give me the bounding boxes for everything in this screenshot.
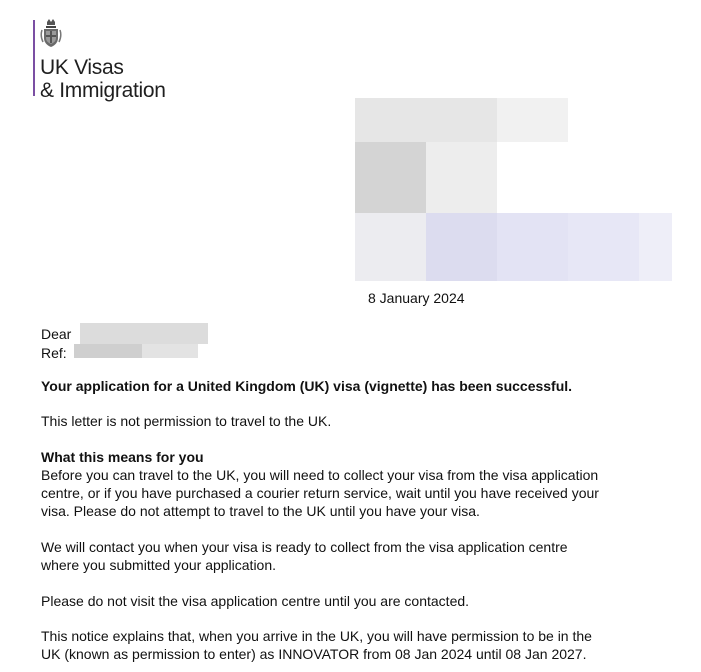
success-headline: Your application for a United Kingdom (UK) visa (vignette) has been successful.	[41, 378, 573, 394]
travel-notice: This letter is not permission to travel to the UK.	[41, 413, 332, 429]
para4-line1: This notice explains that, when you arrive in the UK, you will have permission to be in the	[41, 628, 592, 644]
para3: Please do not visit the visa application centre until you are contacted.	[41, 593, 470, 609]
ref-label: Ref:	[41, 345, 67, 361]
para1-line3: visa. Please do not attempt to travel to the UK until you have your visa.	[41, 503, 480, 519]
logo-text-line1: UK Visas	[40, 56, 124, 79]
para1-line1: Before you can travel to the UK, you will need to collect your visa from the visa application	[41, 467, 599, 483]
para2-line2: where you submitted your application.	[41, 557, 277, 573]
para1-line2: centre, or if you have purchased a courier return service, wait until you have received your	[41, 485, 599, 501]
salutation-label: Dear	[41, 326, 72, 342]
logo-accent-bar	[33, 20, 35, 96]
royal-crest-icon	[40, 18, 62, 50]
para2-line1: We will contact you when your visa is ready to collect from the visa application centre	[41, 539, 568, 555]
letter-date: 8 January 2024	[368, 290, 465, 306]
ukvi-logo	[29, 18, 189, 102]
logo-text-line2: & Immigration	[40, 79, 166, 102]
para4-line2: UK (known as permission to enter) as INNOVATOR from 08 Jan 2024 until 08 Jan 2027.	[41, 646, 587, 662]
redacted-name	[80, 323, 208, 344]
section-heading: What this means for you	[41, 449, 204, 465]
